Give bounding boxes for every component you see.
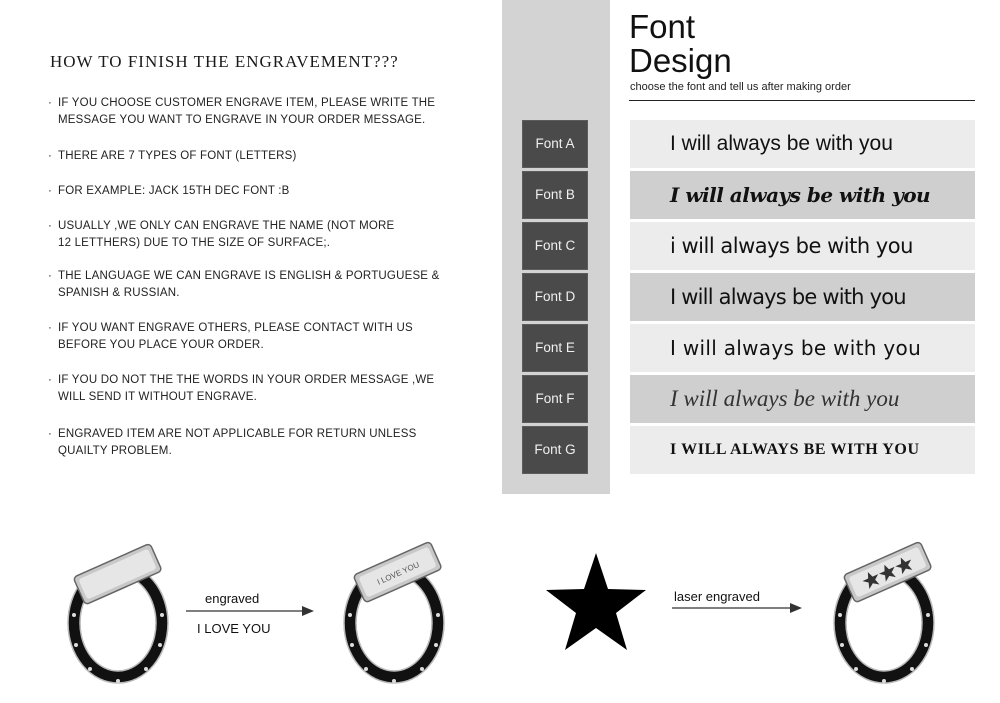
engraved-text: I LOVE YOU: [197, 621, 271, 636]
font-g-sample: I WILL ALWAYS BE WITH YOU: [630, 426, 975, 474]
font-a-sample: I will always be with you: [630, 120, 975, 168]
star-icon: [545, 553, 647, 651]
bullet-dot: ·: [48, 97, 53, 109]
engraved-bracelet-image: [338, 533, 452, 685]
font-b-sample: I will always be with you: [630, 171, 975, 219]
laser-engraved-label: laser engraved: [674, 589, 760, 604]
instruction-item: [48, 148, 468, 165]
instruction-line2: QUAILTY PROBLEM.: [58, 445, 172, 457]
instruction-line2: SPANISH & RUSSIAN.: [58, 287, 180, 299]
instruction-item: [48, 372, 468, 406]
instruction-line2: BEFORE YOU PLACE YOUR ORDER.: [58, 339, 264, 351]
bullet-dot: ·: [48, 150, 53, 162]
bullet-dot: ·: [48, 185, 53, 197]
bullet-dot: ·: [48, 220, 53, 232]
arrow-right-icon: [672, 601, 804, 615]
instruction-item: [48, 218, 468, 252]
font-g-button[interactable]: Font G: [522, 426, 588, 474]
instruction-line2: 12 LETTHERS) DUE TO THE SIZE OF SURFACE;.: [58, 237, 331, 249]
instructions-heading: HOW TO FINISH THE ENGRAVEMENT???: [50, 52, 399, 71]
instruction-line2: WILL SEND IT WITHOUT ENGRAVE.: [58, 391, 257, 403]
bracelet-engraving-text: I LOVE YOU: [375, 560, 421, 587]
bullet-dot: ·: [48, 374, 53, 386]
font-c-button[interactable]: Font C: [522, 222, 588, 270]
font-c-sample: i will always be with you: [630, 222, 975, 270]
title-underline: [629, 100, 975, 101]
bullet-dot: ·: [48, 428, 53, 440]
font-f-sample: I will always be with you: [630, 375, 975, 423]
instruction-item: [48, 95, 468, 129]
font-d-sample: I will always be with you: [630, 273, 975, 321]
star-engraved-bracelet-image: [826, 533, 942, 685]
font-design-title-line2: Design: [629, 42, 732, 79]
instruction-line1: IF YOU CHOOSE CUSTOMER ENGRAVE ITEM, PLEASE WRITE THE: [58, 97, 436, 109]
bullet-dot: ·: [48, 322, 53, 334]
instruction-item: [48, 426, 468, 460]
instruction-line1: FOR EXAMPLE: JACK 15TH DEC FONT :B: [58, 185, 290, 197]
instruction-item: [48, 320, 468, 354]
font-f-button[interactable]: Font F: [522, 375, 588, 423]
instruction-line1: IF YOU DO NOT THE THE WORDS IN YOUR ORDER MESSAGE ,WE: [58, 374, 435, 386]
instruction-item: [48, 183, 468, 200]
instruction-line1: IF YOU WANT ENGRAVE OTHERS, PLEASE CONTACT WITH US: [58, 322, 413, 334]
font-e-button[interactable]: Font E: [522, 324, 588, 372]
font-b-button[interactable]: Font B: [522, 171, 588, 219]
instruction-line1: THERE ARE 7 TYPES OF FONT (LETTERS): [58, 150, 297, 162]
engraved-label: engraved: [205, 591, 260, 606]
instruction-line1: THE LANGUAGE WE CAN ENGRAVE IS ENGLISH & PORTUGUESE &: [58, 270, 440, 282]
instruction-line1: ENGRAVED ITEM ARE NOT APPLICABLE FOR RETURN UNLESS: [58, 428, 417, 440]
arrow-right-icon: [186, 604, 316, 618]
font-d-button[interactable]: Font D: [522, 273, 588, 321]
font-a-button[interactable]: Font A: [522, 120, 588, 168]
instruction-line2: MESSAGE YOU WANT TO ENGRAVE IN YOUR ORDER MESSAGE.: [58, 114, 426, 126]
font-e-sample: I will always be with you: [630, 324, 975, 372]
blank-bracelet-image: [62, 535, 174, 685]
font-design-title-line1: Font: [629, 8, 696, 45]
instruction-line1: USUALLY ,WE ONLY CAN ENGRAVE THE NAME (NOT MORE: [58, 220, 395, 232]
font-design-subtitle: choose the font and tell us after making order: [630, 81, 851, 93]
bullet-dot: ·: [48, 270, 53, 282]
instruction-item: [48, 268, 468, 302]
